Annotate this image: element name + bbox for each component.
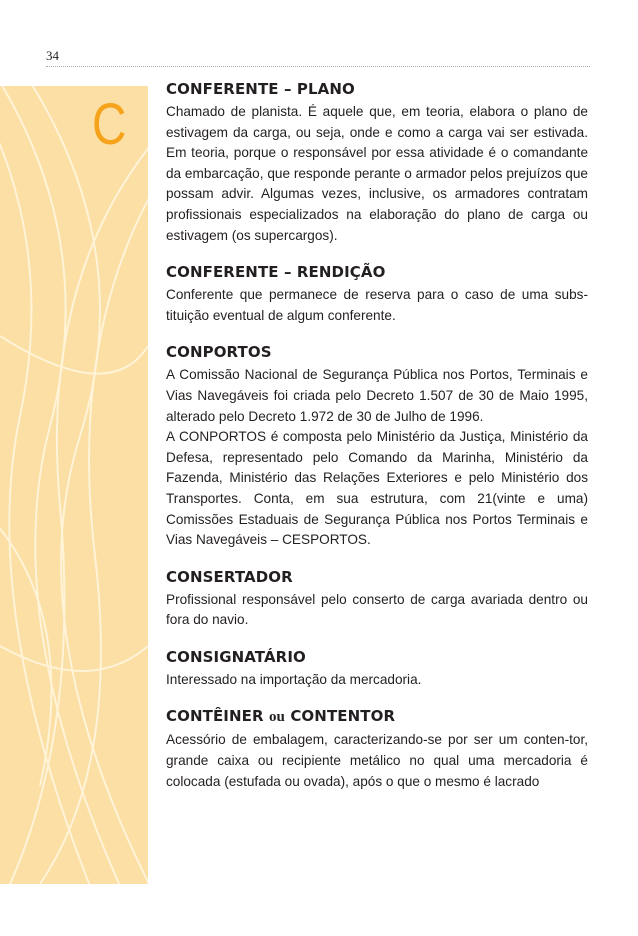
decorative-arcs bbox=[0, 86, 148, 884]
glossary-entry bbox=[166, 648, 588, 691]
glossary-entry bbox=[166, 263, 588, 326]
entry-definition bbox=[166, 285, 588, 326]
definition-paragraph: Acessório de embalagem, caracterizando-se por ser um conten-tor, grande caixa ou recipiente metálico no qual uma mercadoria é colocada (estufada ou ovada), após o que o mesmo é lacrado bbox=[166, 732, 588, 789]
entry-term: CONPORTOS bbox=[166, 343, 272, 362]
entry-term: CONSERTADOR bbox=[166, 567, 293, 586]
glossary-content bbox=[166, 80, 588, 809]
entry-term: CONFERENTE – RENDIÇÃO bbox=[166, 263, 386, 282]
definition-paragraph: Chamado de planista. É aquele que, em teoria, elabora o plano de estivagem da carga, ou seja, onde e como a carga vai ser estivada. Em teoria, porque o responsável por essa atividade é o comandante da embarcação, que responde perante o armador pelos prejuízos que possam advir. Algumas vezes, inclusive, os armadores contratam profissionais especializados na elaboração do plano de carga ou estivagem (os supercargos). bbox=[166, 104, 588, 243]
section-letter: C bbox=[92, 92, 127, 157]
decorative-side-band bbox=[0, 86, 148, 884]
glossary-entry bbox=[166, 568, 588, 631]
definition-paragraph: Conferente que permanece de reserva para o caso de uma subs-tituição eventual de algum conferente. bbox=[166, 287, 588, 323]
term-part: CONTENTOR bbox=[290, 707, 396, 726]
term-conjunction: ou bbox=[268, 709, 285, 726]
entry-term bbox=[166, 707, 588, 726]
definition-paragraph: A Comissão Nacional de Segurança Pública nos Portos, Terminais e Vias Navegáveis foi criada pelo Decreto 1.507 de 30 de Maio 1995, alterado pelo Decreto 1.972 de 30 de Julho de 1996. bbox=[166, 367, 588, 424]
entry-definition bbox=[166, 590, 588, 631]
entry-term: CONFERENTE – PLANO bbox=[166, 80, 355, 98]
entry-definition bbox=[166, 730, 588, 792]
page-number: 34 bbox=[46, 48, 59, 63]
entry-definition bbox=[166, 365, 588, 550]
glossary-entry bbox=[166, 80, 588, 246]
glossary-entry bbox=[166, 707, 588, 792]
entry-term: CONSIGNATÁRIO bbox=[166, 647, 306, 666]
definition-paragraph: Profissional responsável pelo conserto de carga avariada dentro ou fora do navio. bbox=[166, 591, 588, 628]
definition-paragraph: Interessado na importação da mercadoria. bbox=[166, 671, 422, 687]
definition-paragraph: A CONPORTOS é composta pelo Ministério da Justiça, Ministério da Defesa, representado pelo Comando da Marinha, Ministério da Fazenda, Ministério das Relações Exteriores e pelo Ministério dos Transportes. Conta, em sua estrutura, com 21(vinte e uma) Comissões Estaduais de Segurança Pública nos Portos Terminais e Vias Navegáveis – CESPORTOS. bbox=[166, 429, 588, 548]
entry-definition bbox=[166, 670, 588, 691]
term-part: CONTÊINER bbox=[166, 707, 264, 726]
header-dotted-rule bbox=[46, 66, 590, 67]
glossary-entry bbox=[166, 343, 588, 550]
entry-definition bbox=[166, 102, 588, 246]
